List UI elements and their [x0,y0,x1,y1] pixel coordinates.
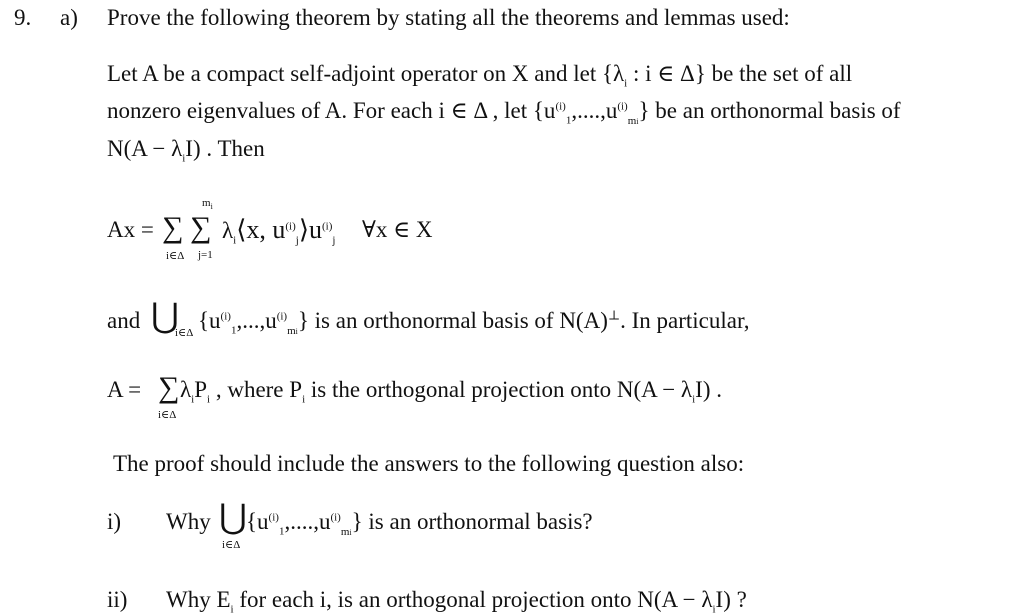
inner-product: ⟨x, u [236,215,286,244]
and-word: and [107,308,141,333]
subscript: i [233,234,237,247]
perp-symbol: ⊥ [607,307,621,323]
theorem-line-2-c: } be an orthonormal basis of [638,98,901,123]
subscript [287,325,298,337]
theorem-line-2-a: nonzero eigenvalues of A. For each i ∈ Δ , let {u [107,98,556,123]
lambda: λ [180,377,192,402]
sum-under-j: j=1 [198,249,213,261]
subscript: i [207,393,211,406]
subquestion-ii-end: I) ? [715,587,747,612]
superscript: (i) [285,220,296,233]
quantifier: ∀x ∈ X [362,217,433,242]
theorem-line-1 [107,60,852,88]
subscript [341,526,352,538]
eq1-body [222,216,335,245]
set-open: {u [198,308,221,333]
superscript: (i) [268,511,279,524]
subscript: mi [627,114,639,127]
why-e: Why E [166,587,231,612]
set-tail: . In particular, [620,308,750,333]
subscript-m: m [287,324,296,337]
subscript: i [182,152,186,165]
superscript: (i) [220,310,231,323]
subquestion-label: i) [107,509,122,534]
subscript: i [712,603,716,616]
subscript: 1 [278,525,285,538]
sum-symbol: ∑ [158,371,180,404]
inner-close: ⟩u [298,215,322,244]
question-part: a) [60,5,78,30]
theorem-line-3 [107,135,265,163]
theorem-line-1-end: : i ∈ Δ} be the set of all [627,61,853,86]
subquestion-ii-body: for each i, is an orthogonal projection onto N(A − λ [233,587,713,612]
set-rest: } is an orthonormal basis of N(A) [297,308,608,333]
question-number: 9. [14,5,32,30]
sum-over-m [202,197,213,212]
superscript: (i) [276,310,288,323]
subscript: i [230,603,234,616]
set-mid: ,...,u [236,308,277,333]
union-sub: i∈Δ [175,327,194,339]
theorem-line-2-b: ,....,u [571,98,618,123]
subscript: i [302,393,306,406]
superscript: (i) [617,100,628,113]
superscript: (i) [330,511,341,524]
subscript: j [332,234,336,247]
where-text: , where P [210,377,303,402]
sum-symbol-i: ∑ [162,211,184,244]
union-symbol: ⋃ [219,499,247,536]
set-open: {u [246,509,269,534]
subscript: i [210,202,213,212]
lambda: λ [222,218,234,243]
eq2-lhs: A = [107,377,142,402]
eq2-body [180,376,722,404]
superscript: (i) [555,100,566,113]
sum-under: i∈Δ [158,409,177,421]
subquestion-ii-text [166,586,747,614]
superscript: (i) [321,220,333,233]
subquestion-i-set [246,508,593,536]
theorem-line-3-text: N(A − λ [107,136,183,161]
subscript: 1 [565,114,572,127]
sum-under-i: i∈Δ [166,250,185,262]
sum-over-m-text: m [202,197,211,209]
set-end: } is an orthonormal basis? [351,509,593,534]
instruction-text: Prove the following theorem by stating all the theorems and lemmas used: [107,5,790,30]
where-close: I) . [695,377,722,402]
subscript-i: i [349,527,352,537]
sum-symbol-j: ∑ [190,211,212,244]
set-mid: ,....,u [284,509,331,534]
theorem-line-1-text: Let A be a compact self-adjoint operator on X and let {λ [107,61,625,86]
union-under: i∈Δ [222,539,241,551]
subquestion-label: ii) [107,587,128,612]
subscript: 1 [230,324,237,337]
subquestion-why: Why [166,509,211,534]
subscript: i [624,77,628,90]
proof-note: The proof should include the answers to the following question also: [113,451,745,476]
projection-p: P [194,377,208,402]
subscript: i [692,393,696,406]
eq1-lhs: Ax = [107,217,154,242]
subscript-i: i [295,326,298,336]
union-symbol: ⋃ [151,298,179,335]
where-end: is the orthogonal projection onto N(A − λ [305,377,693,402]
subscript: i [191,393,195,406]
subscript: j [295,234,299,247]
theorem-line-3-end: I) . Then [185,136,265,161]
theorem-line-2 [107,97,901,125]
union-set [198,307,749,335]
subscript-m: m [340,525,350,538]
